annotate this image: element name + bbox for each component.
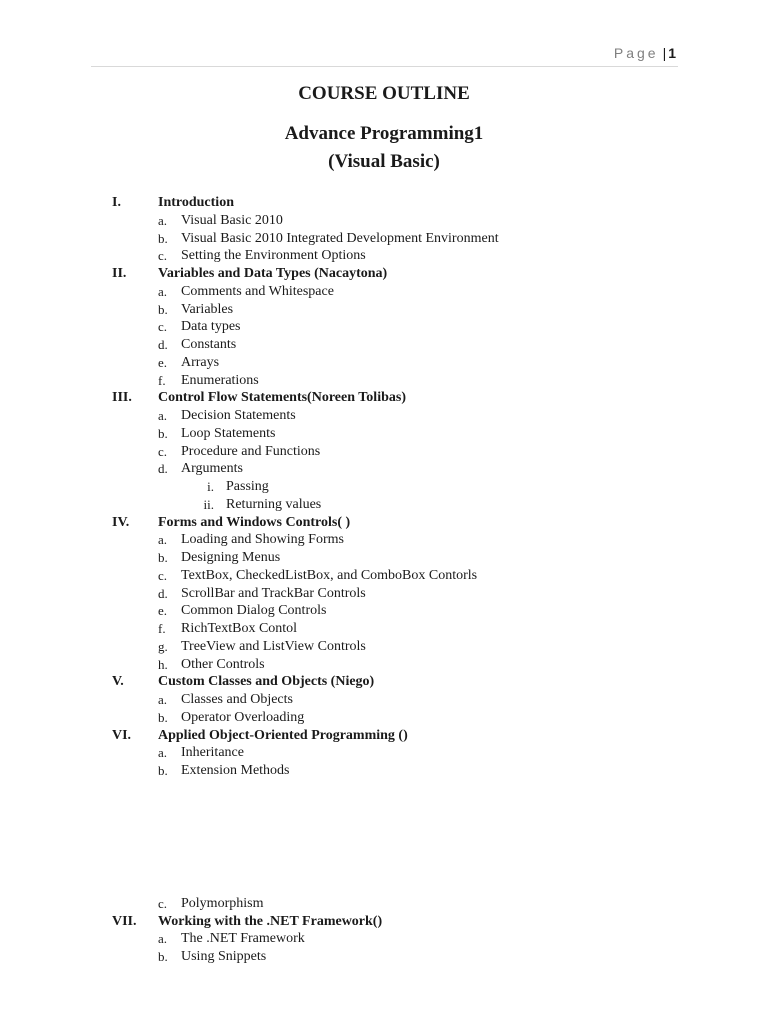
page-header	[614, 45, 676, 61]
item-text: RichTextBox Contol	[181, 621, 298, 636]
outline-item	[0, 762, 768, 780]
item-letter: a.	[158, 212, 168, 228]
item-text: ScrollBar and TrackBar Controls	[181, 585, 366, 601]
page-separator: |	[662, 45, 667, 61]
section-numeral: III.	[112, 390, 132, 406]
outline-item	[0, 895, 768, 913]
item-text: Loading and Showing Forms	[181, 532, 344, 548]
item-text: Visual Basic 2010	[181, 212, 283, 228]
item-text: Decision Statements	[181, 408, 296, 423]
item-text: Data types	[181, 319, 241, 335]
section-title: Forms and Windows Controls( )	[158, 514, 351, 530]
outline-item	[0, 230, 768, 248]
item-letter: c.	[158, 567, 168, 583]
outline-item	[0, 443, 768, 461]
outline-item	[0, 531, 768, 549]
outline-section	[0, 727, 768, 745]
item-text: Inheritance	[181, 745, 244, 761]
item-letter: b.	[158, 230, 168, 246]
page-number: 1	[668, 45, 676, 61]
item-letter: a.	[158, 283, 168, 299]
item-text: TextBox, CheckedListBox, and ComboBox Contorls	[181, 567, 478, 583]
header-rule	[91, 66, 678, 67]
subitem-numeral: i.	[207, 479, 214, 494]
outline-subitem	[0, 478, 768, 496]
outline-item	[0, 407, 768, 425]
outline-item	[0, 247, 768, 265]
item-text: Enumerations	[181, 372, 259, 388]
section-title: Control Flow Statements(Noreen Tolibas)	[158, 390, 406, 406]
item-text: Procedure and Functions	[181, 443, 321, 459]
outline-item	[0, 336, 768, 354]
item-text: Using Snippets	[181, 949, 267, 964]
outline-item	[0, 620, 768, 638]
item-letter: e.	[158, 354, 168, 370]
outline-item	[0, 585, 768, 603]
course-subtitle: (Visual Basic)	[328, 151, 440, 172]
subitem-text: Passing	[226, 479, 269, 494]
section-numeral: V.	[112, 674, 124, 690]
outline-item	[0, 638, 768, 656]
course-title: Advance Programming1	[284, 123, 484, 144]
item-letter: c.	[158, 319, 168, 335]
item-letter: b.	[158, 425, 168, 441]
item-text: Polymorphism	[181, 895, 264, 911]
outline-item	[0, 567, 768, 585]
item-letter: d.	[158, 585, 168, 601]
item-text: Comments and Whitespace	[181, 283, 334, 299]
outline-item	[0, 656, 768, 674]
subitem-numeral: ii.	[203, 496, 214, 512]
item-letter: b.	[158, 301, 168, 317]
outline-item	[0, 425, 768, 443]
item-letter: a.	[158, 408, 168, 423]
item-letter: g.	[158, 638, 168, 654]
item-letter: c.	[158, 895, 168, 911]
outline-item	[0, 354, 768, 372]
item-text: Common Dialog Controls	[181, 603, 327, 619]
item-text: Other Controls	[181, 656, 265, 672]
item-text: Designing Menus	[181, 550, 281, 565]
outline-item	[0, 301, 768, 319]
section-numeral: IV.	[112, 514, 130, 530]
outline-item	[0, 930, 768, 948]
section-numeral: VI.	[112, 727, 132, 743]
outline-section	[0, 514, 768, 532]
outline-section	[0, 194, 768, 212]
section-title: Variables and Data Types (Nacaytona)	[158, 266, 388, 281]
item-text: Arrays	[181, 354, 220, 370]
item-letter: f.	[158, 372, 166, 388]
item-text: Setting the Environment Options	[181, 248, 366, 264]
item-letter: a.	[158, 745, 168, 761]
item-letter: a.	[158, 532, 168, 548]
outline-section	[0, 913, 768, 931]
outline-section	[0, 389, 768, 407]
outline-item	[0, 744, 768, 762]
section-numeral: II.	[112, 266, 127, 281]
section-title: Custom Classes and Objects (Niego)	[158, 674, 375, 690]
item-text: Visual Basic 2010 Integrated Development Environment	[181, 230, 499, 246]
outline-subitem	[0, 496, 768, 514]
outline-section	[0, 673, 768, 691]
section-title: Working with the .NET Framework()	[158, 913, 383, 929]
item-letter: c.	[158, 443, 168, 459]
outline-item	[0, 948, 768, 966]
section-numeral: I.	[112, 195, 121, 210]
document-title: COURSE OUTLINE	[298, 83, 470, 104]
outline-item	[0, 283, 768, 301]
item-text: The .NET Framework	[181, 931, 305, 947]
page-label: Page	[613, 45, 659, 61]
item-letter: b.	[158, 763, 168, 778]
item-text: Extension Methods	[181, 763, 290, 778]
item-letter: d.	[158, 337, 168, 352]
section-title: Applied Object-Oriented Programming ()	[158, 727, 408, 743]
section-title: Introduction	[158, 195, 234, 210]
item-text: Operator Overloading	[181, 709, 305, 725]
item-text: TreeView and ListView Controls	[181, 638, 366, 654]
item-letter: a.	[158, 692, 168, 707]
outline-item	[0, 460, 768, 478]
item-letter: c.	[158, 248, 168, 264]
item-text: Variables	[181, 301, 234, 317]
section-numeral: VII.	[112, 913, 137, 929]
item-letter: b.	[158, 550, 168, 565]
item-letter: f.	[158, 621, 166, 636]
item-text: Loop Statements	[181, 425, 276, 441]
outline-item	[0, 602, 768, 620]
outline-item	[0, 318, 768, 336]
outline-item	[0, 709, 768, 727]
outline-item	[0, 691, 768, 709]
outline-item	[0, 212, 768, 230]
item-text: Classes and Objects	[181, 692, 293, 707]
outline-section	[0, 265, 768, 283]
item-letter: d.	[158, 461, 168, 477]
subitem-text: Returning values	[226, 496, 322, 512]
item-text: Constants	[181, 337, 237, 352]
item-text: Arguments	[181, 461, 243, 477]
item-letter: a.	[158, 931, 168, 947]
item-letter: b.	[158, 949, 168, 964]
item-letter: h.	[158, 656, 168, 672]
item-letter: b.	[158, 709, 168, 725]
outline-item	[0, 549, 768, 567]
item-letter: e.	[158, 603, 168, 619]
outline-item	[0, 372, 768, 390]
